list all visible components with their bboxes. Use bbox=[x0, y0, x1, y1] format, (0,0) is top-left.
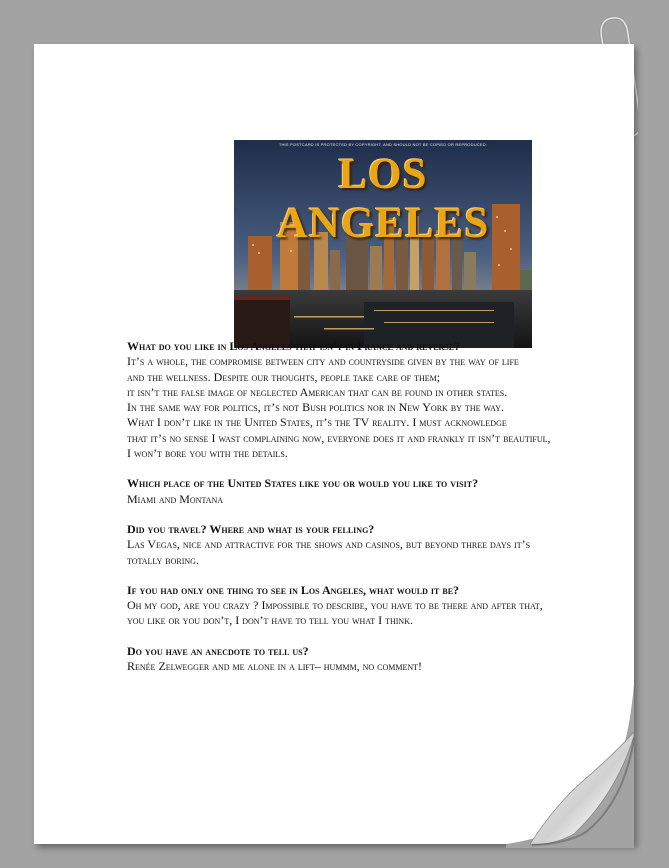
answer-1-line-1: It’s a whole, the compromise between city and countryside given by the way of life bbox=[127, 354, 519, 369]
answer-1-line-3: it isn’t the false image of neglected American that can be found in other states. bbox=[127, 384, 508, 399]
answer-1-line-2: and the wellness. Despite our thoughts, people take care of them; bbox=[127, 369, 441, 384]
qa-block-5 bbox=[127, 644, 617, 675]
los-angeles-postcard bbox=[234, 140, 532, 348]
question-5: Do you have an anecdote to tell us? bbox=[127, 643, 309, 658]
page-curl bbox=[506, 684, 634, 848]
question-2: Which place of the United States like you or would you like to visit? bbox=[127, 476, 479, 491]
question-3: Did you travel? Where and what is your felling? bbox=[127, 521, 375, 536]
answer-1-line-7: I won’t bore you with the details. bbox=[127, 446, 288, 461]
postcard-copyright: THIS POSTCARD IS PROTECTED BY COPYRIGHT, AND SHOULD NOT BE COPIED OR REPRODUCED. bbox=[278, 142, 488, 147]
answer-4-line-2: you like or you don’t, I don’t have to tell you what I think. bbox=[127, 613, 413, 628]
answer-4-line-1: Oh my god, are you crazy ? Impossible to describe, you have to be there and after that, bbox=[127, 598, 543, 613]
question-1: What do you like in Los Angeles that isn’t in France and reverse? bbox=[127, 339, 461, 353]
qa-block-4 bbox=[127, 583, 617, 629]
qa-block-3 bbox=[127, 522, 617, 568]
question-4: If you had only one thing to see in Los Angeles, what would it be? bbox=[127, 582, 460, 597]
answer-5-line-1: Renée Zelwegger and me alone in a lift– hummm, no comment! bbox=[127, 659, 423, 674]
answer-1-line-4: In the same way for politics, it’s not Bush politics nor in New York by the way. bbox=[127, 400, 504, 415]
answer-3-line-2: totally boring. bbox=[127, 552, 199, 567]
postcard-title: LOS ANGELES bbox=[276, 151, 490, 247]
answer-3-line-1: Las Vegas, nice and attractive for the shows and casinos, but beyond three days it’s bbox=[127, 537, 531, 552]
answer-1-line-5: What I don’t like in the United States, it’s the TV reality. I must acknowledge bbox=[127, 415, 507, 430]
interview-text bbox=[127, 339, 617, 689]
answer-2-line-1: Miami and Montana bbox=[127, 491, 224, 506]
answer-1-line-6: that it’s no sense I wast complaining now, everyone does it and frankly it isn’t beautiful, bbox=[127, 430, 551, 445]
qa-block-2 bbox=[127, 476, 617, 507]
qa-block-1 bbox=[127, 339, 617, 461]
